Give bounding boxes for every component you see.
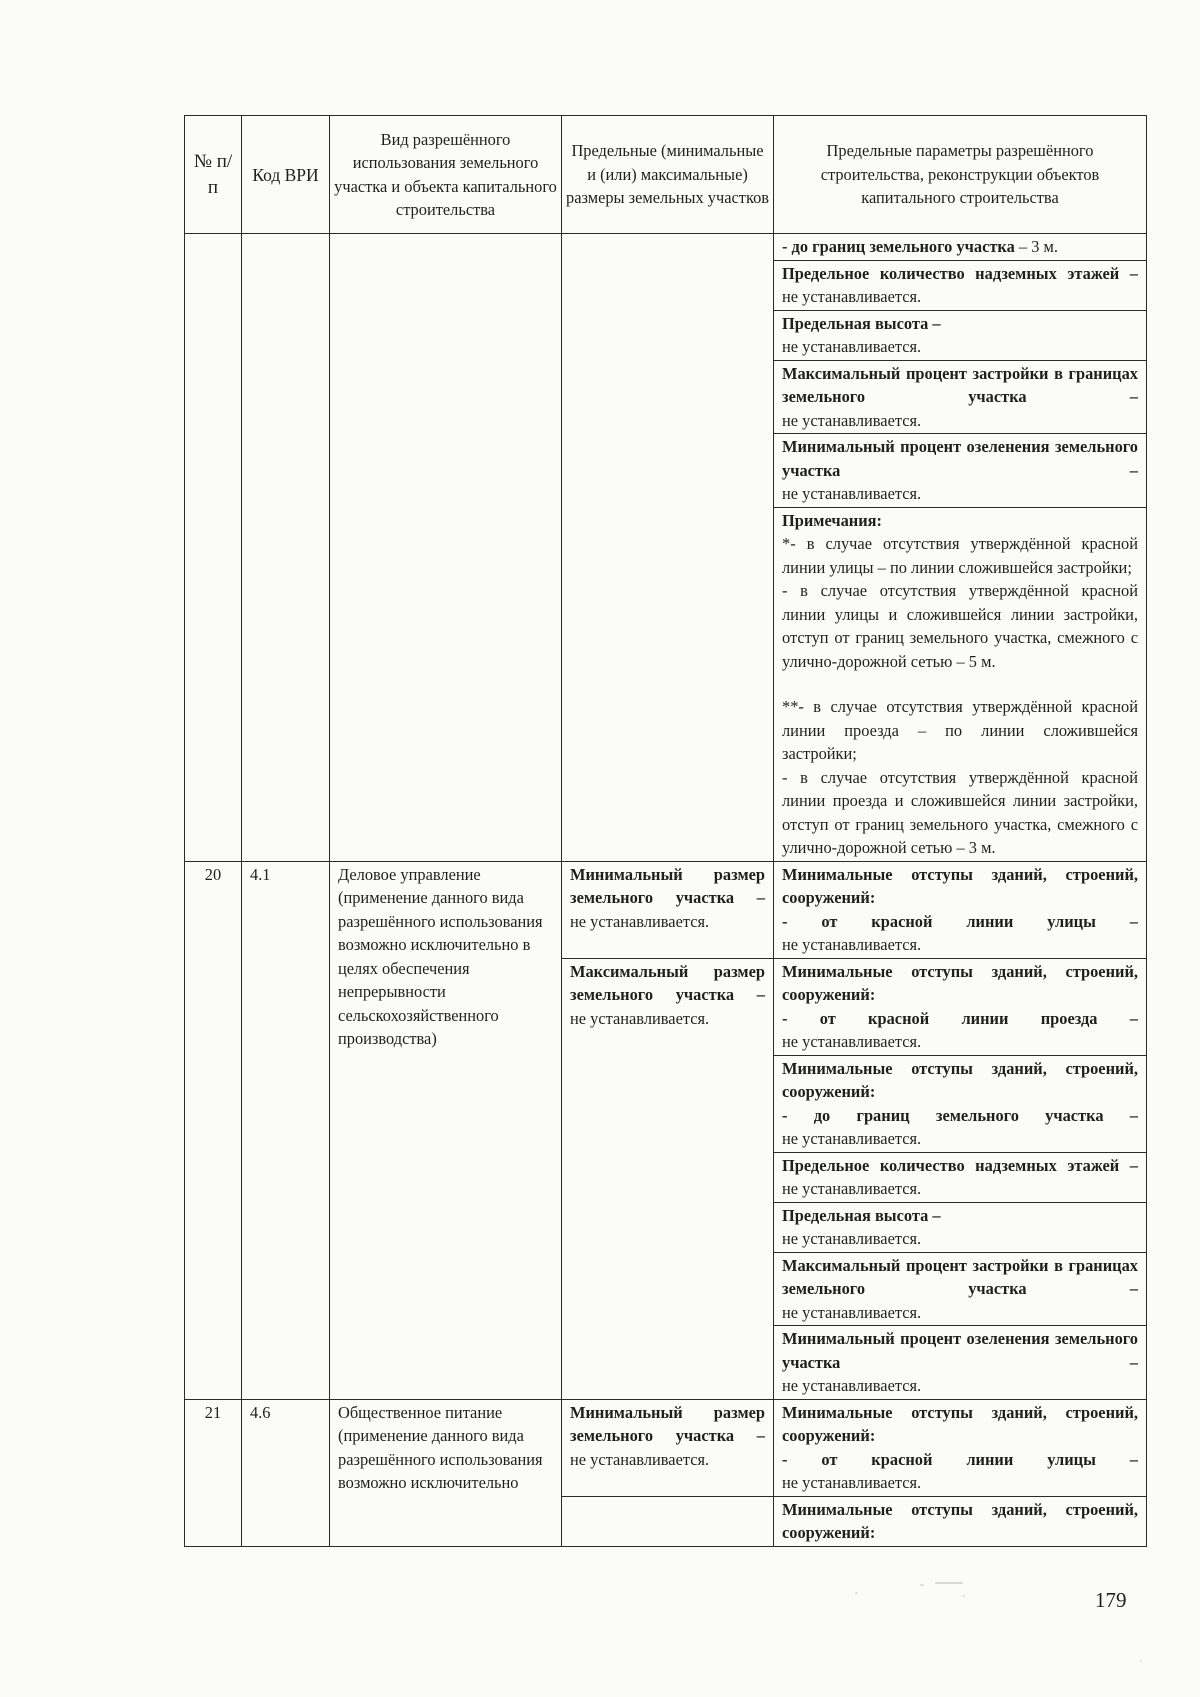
carry-num-cell	[185, 234, 242, 862]
param-label: Предельная высота –	[782, 1205, 941, 1225]
param-value: не устанавливается.	[782, 935, 922, 954]
note-text: - в случае отсутствия утверждённой красной линии улицы и сложившейся линии застройки, отступ от границ земельного участка, смежного с	[782, 581, 1138, 647]
param-label: - от красной линии улицы –	[782, 911, 1138, 931]
param-label: Минимальные отступы зданий, строений, сооружений:	[782, 1499, 1138, 1542]
param-cell	[774, 260, 1147, 310]
min-size-cell	[562, 861, 774, 958]
row-code: 4.6	[242, 1399, 330, 1546]
header-code: Код ВРИ	[242, 116, 330, 234]
param-cell	[774, 958, 1147, 1055]
param-label: - от красной линии проезда –	[782, 1008, 1138, 1028]
table-row	[185, 1399, 1147, 1496]
param-cell	[774, 1326, 1147, 1400]
note-text: **- в случае отсутствия утверждённой красной линии проезда – по линии сложившейся застройки;	[782, 697, 1138, 763]
notes-cell	[774, 507, 1147, 861]
param-cell	[774, 310, 1147, 360]
min-size-cell	[562, 1399, 774, 1496]
row-number: 21	[185, 1399, 242, 1546]
param-label: - до границ земельного участка	[782, 237, 1015, 256]
param-cell	[774, 1202, 1147, 1252]
table-row	[185, 234, 1147, 261]
scan-speck	[920, 1584, 924, 1586]
param-label: Предельная высота –	[782, 313, 941, 333]
param-label: Минимальные отступы зданий, строений, сооружений:	[782, 1402, 1138, 1445]
param-value: не устанавливается.	[782, 410, 922, 430]
param-cell	[774, 861, 1147, 958]
param-label: Предельное количество надземных этажей –	[782, 263, 1138, 283]
note-text: - в случае отсутствия утверждённой красной линии проезда и сложившейся линии застройки, отступ от границ земельного участка, смежного с	[782, 767, 1138, 834]
param-cell	[774, 1152, 1147, 1202]
header-params: Предельные параметры разрешённого строительства, реконструкции объектов капитального строительства	[774, 116, 1147, 234]
carry-size-cell	[562, 234, 774, 862]
param-cell	[774, 1055, 1147, 1152]
max-size-cell	[562, 958, 774, 1399]
param-value: не устанавливается.	[782, 1473, 922, 1492]
header-kind: Вид разрешённого использования земельного участка и объекта капитального строительства	[330, 116, 562, 234]
size-label: Максимальный размер земельного участка –	[570, 961, 765, 1004]
size-label: Минимальный размер земельного участка –	[570, 1402, 765, 1445]
size-value: не устанавливается.	[570, 911, 710, 931]
param-label: Предельное количество надземных этажей –	[782, 1155, 1138, 1175]
note-text: *- в случае отсутствия утверждённой красной линии улицы – по линии сложившейся застройки;	[782, 534, 1138, 577]
carry-kind-cell	[330, 234, 562, 862]
scan-speck	[1140, 1660, 1142, 1662]
param-cell	[774, 434, 1147, 508]
param-label: Минимальный процент озеленения земельного участка –	[782, 1329, 1138, 1372]
scan-speck	[962, 1595, 965, 1597]
param-label: Минимальные отступы зданий, строений, сооружений:	[782, 1058, 1138, 1101]
param-label: Минимальный процент озеленения земельного участка –	[782, 437, 1138, 480]
notes-title: Примечания:	[782, 510, 882, 530]
param-value: не устанавливается.	[782, 1032, 922, 1051]
page-number: 179	[1095, 1588, 1127, 1612]
param-label: Минимальные отступы зданий, строений, сооружений:	[782, 864, 1138, 907]
param-cell	[774, 360, 1147, 434]
note-gap	[782, 673, 1138, 695]
table-header-row	[185, 116, 1147, 234]
header-size: Предельные (минимальные и (или) максимальные) размеры земельных участков	[562, 116, 774, 234]
param-value: не устанавливается.	[782, 484, 922, 503]
scan-speck	[935, 1582, 963, 1584]
scan-speck	[855, 1592, 858, 1594]
param-cell	[774, 234, 1147, 261]
row-kind: Деловое управление (применение данного вида разрешённого использования возможно исключительно в целях обеспечения непрерывности сельскохозяйственного производства)	[330, 861, 562, 1399]
param-label: - до границ земельного участка –	[782, 1105, 1138, 1125]
size-label: Минимальный размер земельного участка –	[570, 864, 765, 907]
param-cell	[774, 1496, 1147, 1546]
size-value: не устанавливается.	[570, 1008, 710, 1028]
param-label: Минимальные отступы зданий, строений, сооружений:	[782, 961, 1138, 1004]
param-label: Максимальный процент застройки в границах земельного участка –	[782, 363, 1138, 406]
header-num: № п/п	[185, 116, 242, 234]
table-row	[185, 861, 1147, 958]
land-use-table	[184, 115, 1147, 1547]
param-label: - от красной линии улицы –	[782, 1449, 1138, 1469]
param-value: не устанавливается.	[782, 337, 922, 356]
carry-code-cell	[242, 234, 330, 862]
param-value: не устанавливается.	[782, 1229, 922, 1248]
size-value: не устанавливается.	[570, 1449, 710, 1469]
row-kind: Общественное питание (применение данного вида разрешённого использования возможно исключительно	[330, 1399, 562, 1546]
param-value: не устанавливается.	[782, 1179, 922, 1198]
param-cell	[774, 1252, 1147, 1326]
param-value: не устанавливается.	[782, 287, 922, 306]
param-label: Максимальный процент застройки в границах земельного участка –	[782, 1255, 1138, 1298]
param-value: – 3 м.	[1014, 237, 1058, 256]
param-cell	[774, 1399, 1147, 1496]
row-code: 4.1	[242, 861, 330, 1399]
note-text: улично-дорожной сетью – 5 м.	[782, 651, 996, 671]
empty-size-cell	[562, 1496, 774, 1546]
note-text: улично-дорожной сетью – 3 м.	[782, 838, 996, 857]
param-value: не устанавливается.	[782, 1129, 922, 1148]
param-value: не устанавливается.	[782, 1376, 922, 1395]
param-value: не устанавливается.	[782, 1302, 922, 1322]
row-number: 20	[185, 861, 242, 1399]
